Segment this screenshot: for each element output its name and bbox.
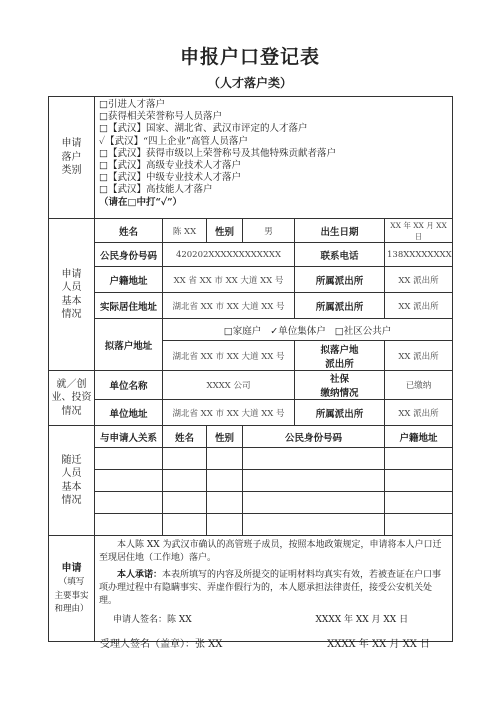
target-address-value[interactable]: 湖北省 XX 市 XX 大道 XX 号 xyxy=(163,341,295,371)
commitment-text: 本表所填写的内容及所提交的证明材料均真实有效，若被查证在户口事项办理过程中有隐瞒事实、弄虚作假行为的，本人愿承担法律责任，接受公安机关处理。 xyxy=(99,570,442,606)
family-cell[interactable] xyxy=(163,492,207,514)
acceptor-line xyxy=(100,635,430,650)
unit-address-value[interactable]: 湖北省 XX 市 XX 大道 XX 号 xyxy=(163,400,295,426)
birth-label: 出生日期 xyxy=(295,219,385,243)
option-intermediate-technical[interactable]: □【武汉】中级专业技术人才落户 xyxy=(99,172,241,184)
phone-value[interactable]: 138XXXXXXXX xyxy=(385,243,453,267)
option-senior-technical[interactable]: □【武汉】高级专业技术人才落户 xyxy=(99,160,241,172)
option-high-skill[interactable]: □【武汉】高技能人才落户 xyxy=(99,184,213,196)
police-value[interactable]: XX 派出所 xyxy=(385,267,453,293)
application-statement xyxy=(95,536,453,642)
option-honor-title[interactable]: □获得相关荣誉称号人员落户 xyxy=(99,111,222,123)
category-section-label: 申请 落户 类别 xyxy=(49,97,95,219)
family-name-header: 姓名 xyxy=(163,426,207,448)
police2-label: 所属派出所 xyxy=(295,293,385,319)
option-community-hukou[interactable]: □社区公共户 xyxy=(334,325,392,337)
insurance-label: 社保 缴纳情况 xyxy=(295,371,385,400)
family-cell[interactable] xyxy=(207,514,243,536)
application-section-label: 申请 （填写 主要事实 和理由） xyxy=(49,536,95,642)
unit-address-label: 单位地址 xyxy=(95,400,163,426)
family-cell[interactable] xyxy=(243,448,385,470)
id-label: 公民身份号码 xyxy=(95,243,163,267)
family-cell[interactable] xyxy=(207,492,243,514)
family-cell[interactable] xyxy=(385,448,453,470)
family-hukou-header: 户籍地址 xyxy=(385,426,453,448)
name-value[interactable]: 陈 XX xyxy=(163,219,207,243)
option-talent-introduction[interactable]: □引进人才落户 xyxy=(99,99,165,110)
id-value[interactable]: 420202XXXXXXXXXXXX xyxy=(163,243,295,267)
option-executive[interactable]: ✓【武汉】“四上企业”高管人员落户 xyxy=(99,135,248,147)
sign-date[interactable]: XXXX 年 XX 月 XX 日 xyxy=(315,615,409,625)
family-cell[interactable] xyxy=(95,470,163,492)
employment-section-label: 就／创 业、投资 情况 xyxy=(49,371,95,426)
family-cell[interactable] xyxy=(95,492,163,514)
family-row xyxy=(49,470,453,492)
residence-label: 实际居住地址 xyxy=(95,293,163,319)
signer-name[interactable]: 陈 XX xyxy=(167,615,192,625)
applicant-section-label: 申请 人员 基本 情况 xyxy=(49,219,95,371)
commitment-paragraph xyxy=(99,569,448,608)
hukou-value[interactable]: XX 省 XX 市 XX 大道 XX 号 xyxy=(163,267,295,293)
hukou-label: 户籍地址 xyxy=(95,267,163,293)
commitment-label: 本人承诺： xyxy=(117,570,163,580)
hukou-type-options xyxy=(163,319,453,341)
signer-label: 申请人签名： xyxy=(113,615,168,625)
police2-value[interactable]: XX 派出所 xyxy=(385,293,453,319)
option-family-hukou[interactable]: □家庭户 xyxy=(223,325,262,337)
family-row xyxy=(49,492,453,514)
form-subtitle: （人才落户类） xyxy=(207,76,292,90)
unit-police-value[interactable]: XX 派出所 xyxy=(385,400,453,426)
family-cell[interactable] xyxy=(385,492,453,514)
relation-header: 与申请人关系 xyxy=(95,426,163,448)
family-cell[interactable] xyxy=(243,514,385,536)
check-hint: （请在□中打“✓”） xyxy=(99,196,183,208)
gender-value[interactable]: 男 xyxy=(243,219,295,243)
family-cell[interactable] xyxy=(95,514,163,536)
target-police-value[interactable]: XX 派出所 xyxy=(385,341,453,371)
family-row xyxy=(49,448,453,470)
insurance-value[interactable]: 已缴纳 xyxy=(385,371,453,400)
family-row xyxy=(49,514,453,536)
registration-form-table xyxy=(48,96,453,642)
category-options xyxy=(95,97,453,219)
unit-name-label: 单位名称 xyxy=(95,371,163,400)
family-cell[interactable] xyxy=(163,470,207,492)
family-cell[interactable] xyxy=(207,470,243,492)
option-evaluated-talent[interactable]: □【武汉】国家、湖北省、武汉市评定的人才落户 xyxy=(99,123,308,135)
unit-police-label: 所属派出所 xyxy=(295,400,385,426)
family-id-header: 公民身份号码 xyxy=(243,426,385,448)
gender-label: 性别 xyxy=(207,219,243,243)
name-label: 姓名 xyxy=(95,219,163,243)
family-cell[interactable] xyxy=(385,514,453,536)
option-city-honor[interactable]: □【武汉】获得市级以上荣誉称号及其他特殊贡献者落户 xyxy=(99,147,336,159)
family-section-label: 随迁 人员 基本 情况 xyxy=(49,426,95,536)
form-title: 申报户口登记表 xyxy=(179,46,320,68)
target-address-label: 拟落户地址 xyxy=(95,319,163,371)
police-label: 所属派出所 xyxy=(295,267,385,293)
applicant-signature-line xyxy=(99,614,448,627)
family-cell[interactable] xyxy=(163,448,207,470)
birth-value[interactable]: XX 年 XX 月 XX 日 xyxy=(385,219,453,243)
phone-label: 联系电话 xyxy=(295,243,385,267)
target-police-label: 拟落户地 派出所 xyxy=(295,341,385,371)
family-cell[interactable] xyxy=(385,470,453,492)
residence-value[interactable]: 湖北省 XX 市 XX 大道 XX 号 xyxy=(163,293,295,319)
family-cell[interactable] xyxy=(243,492,385,514)
family-cell[interactable] xyxy=(95,448,163,470)
family-cell[interactable] xyxy=(207,448,243,470)
family-cell[interactable] xyxy=(243,470,385,492)
option-unit-collective-hukou[interactable]: ✓单位集体户 xyxy=(270,325,326,337)
acceptor-signature[interactable]: 受理人签名（盖章）：张 XX xyxy=(100,639,223,650)
unit-name-value[interactable]: XXXX 公司 xyxy=(163,371,295,400)
acceptor-date[interactable]: XXXX 年 XX 月 XX 日 xyxy=(327,639,430,650)
application-reason[interactable]: 本人陈 XX 为武汉市确认的高管班子成员，按照本地政策规定，申请将本人户口迁至现居住地（工作地）落户。 xyxy=(99,540,442,563)
family-gender-header: 性别 xyxy=(207,426,243,448)
family-cell[interactable] xyxy=(163,514,207,536)
